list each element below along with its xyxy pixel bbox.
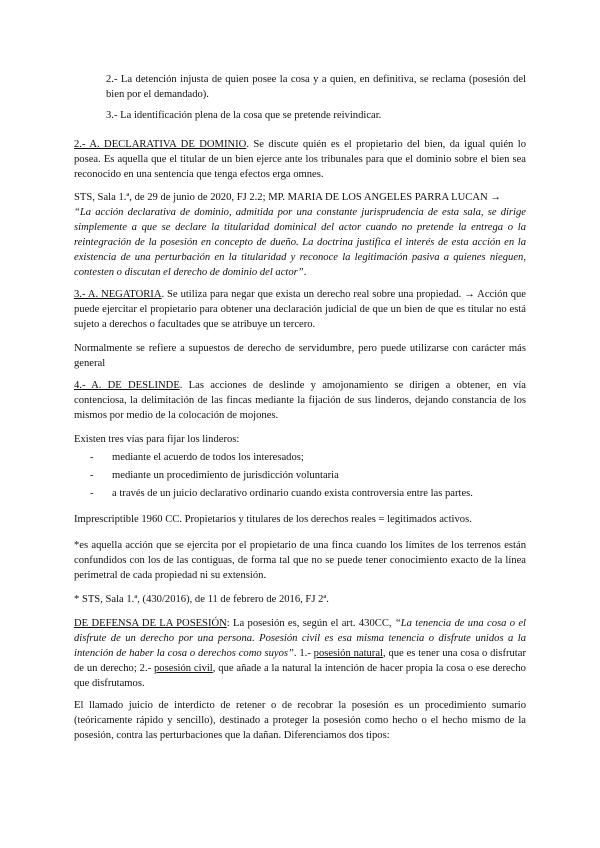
defensa-part1: : La posesión es, según el art. 430CC, [226,618,395,629]
list-item-text: mediante un procedimiento de jurisdicción voluntaria [112,470,339,481]
list-dash: - [90,488,94,499]
paragraph-item-2: 2.- La detención injusta de quien posee la cosa y a quien, en definitiva, se reclama (posesión del bien por el demandado). [106,74,526,100]
posesion-natural-term: posesión natural [313,648,383,659]
defensa-part3: , que es tener una cosa o disfrutar de un derecho; 2.- [74,648,526,674]
paragraph-imprescriptible: Imprescriptible 1960 CC. Propietarios y titulares de los derechos reales = legitimados activos. [74,514,472,525]
heading-defensa: DE DEFENSA DE LA POSESIÓN [74,618,227,629]
defensa-part2: . 1.- [293,648,314,659]
list-item [90,486,526,501]
posesion-civil-term: posesión civil [153,663,213,674]
paragraph-normalmente: Normalmente se refiere a supuestos de derecho de servidumbre, pero puede utilizarse con carácter más general [74,343,526,369]
negatoria-text: . Se utiliza para negar que exista un derecho real sobre una propiedad. → Acción que puede ejercitar el propietario para obtener una declaración judicial de que un bien de que es titular no está sujeto a derechos o facultades que se atribuye un tercero. [74,289,527,330]
heading-negatoria: 3.- A. NEGATORIA [74,289,162,300]
deslinde-text: . Las acciones de deslinde y amojonamiento se dirigen a obtener, en vía contenciosa, la delimitación de las fincas mediante la fijación de sus linderos, dejando constancia de los mismos por medio de la colocación de mojones. [74,380,526,421]
paragraph-declarativa [74,137,526,182]
sts-2020-quote: “La acción declarativa de dominio, admitida por una constante jurisprudencia de esta sala, se dirige simplemente a que se declare la titularidad dominical del actor cuando no pretende la entrega o la reintegración de la posesión en concepto de dueño. La doctrina justifica el interés de esta acción en la existencia de una perturbación en la titularidad y reconoce la legitimación pasiva a quienes nieguen, contesten o discutan el derecho de dominio del actor” [74,207,526,278]
list-dash: - [90,452,94,463]
paragraph-interdicto: El llamado juicio de interdicto de retener o de recobrar la posesión es un procedimiento sumario (teóricamente rápido y sencillo), destinado a proteger la posesión como hecho o el hecho mismo de la posesión, contra las perturbaciones que la dañan. Diferenciamos dos tipos: [74,700,526,741]
list-dash: - [90,470,94,481]
defensa-quote: “La tenencia de una cosa o el disfrute de un derecho por una persona. Posesión civil es esa misma tenencia o disfrute unidos a la intención de haber la cosa o derechos como suyos” [74,618,526,659]
vias-intro: Existen tres vías para fijar los linderos: [74,434,240,445]
paragraph-item-3: 3.- La identificación plena de la cosa que se pretende reivindicar. [106,110,382,121]
defensa-part4: , que añade a la natural la intención de hacer propia la cosa o ese derecho que disfrutamos. [74,663,526,689]
list-item [90,450,526,465]
paragraph-deslinde [74,378,526,423]
sts-2020-citation: STS, Sala 1.ª, de 29 de junio de 2020, FJ 2.2; MP. MARIA DE LOS ANGELES PARRA LUCAN → [74,192,501,203]
list-item [90,468,526,483]
heading-declarativa: 2.- A. DECLARATIVA DE DOMINIO [74,139,247,150]
declarativa-text: . Se discute quién es el propietario del bien, da igual quién lo posea. Es aquella que el titular de un bien ejerce ante los tribunales para que el dominio sobre el bien sea reconocido en una sentencia que tenga efectos erga omnes. [74,139,526,180]
heading-deslinde: 4.- A. DE DESLINDE [74,380,180,391]
paragraph-defensa [74,616,526,691]
paragraph-sts-2016: * STS, Sala 1.ª, (430/2016), de 11 de febrero de 2016, FJ 2ª. [74,594,329,605]
list-item-text: mediante el acuerdo de todos los interesados; [112,452,304,463]
sts-2020-end: . [303,267,307,278]
paragraph-aquella: *es aquella acción que se ejercita por el propietario de una finca cuando los límites de los terrenos están confundidos con los de las contiguas, de forma tal que no se puede tener conocimiento exacto de la línea perimetral de cada propiedad ni su extensión. [74,540,526,581]
paragraph-negatoria [74,287,526,332]
list-item-text: a través de un juicio declarativo ordinario cuando exista controversia entre las partes. [112,488,473,499]
paragraph-sts-2020 [74,190,526,280]
